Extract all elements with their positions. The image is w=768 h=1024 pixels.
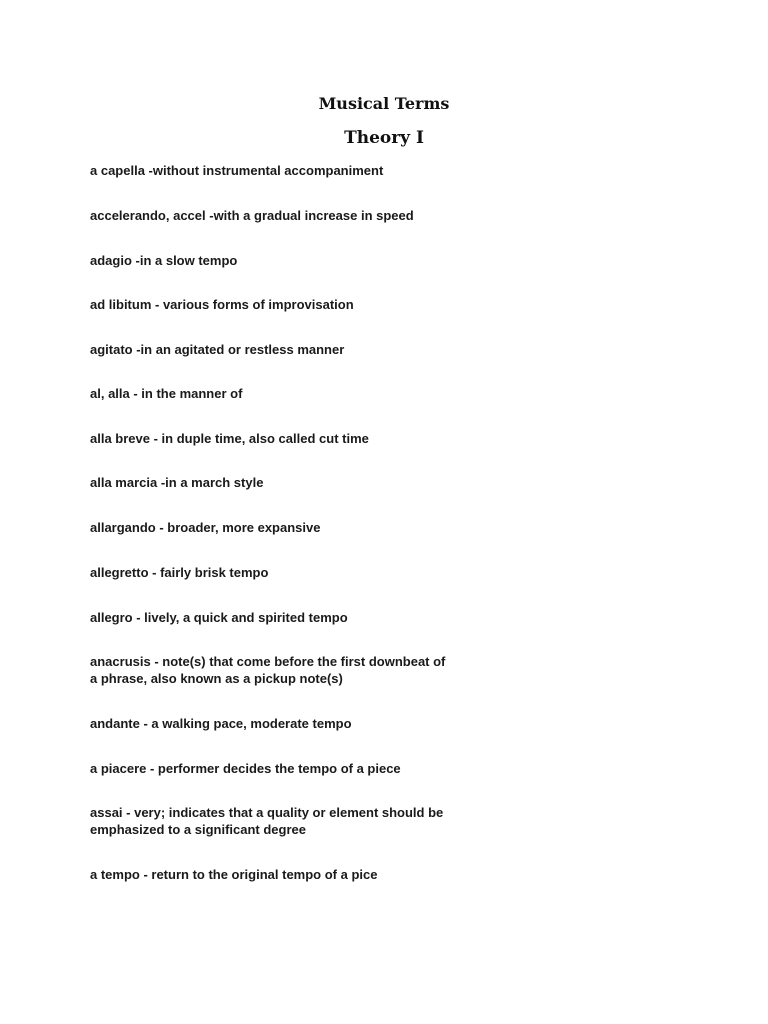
term-entry: ad libitum - various forms of improvisation [90, 297, 354, 312]
term-entry: anacrusis - note(s) that come before the first downbeat of a phrase, also known as a pickup note(s) [90, 654, 446, 686]
term-entry: alla marcia -in a march style [90, 475, 264, 490]
term-entry: alla breve - in duple time, also called cut time [90, 431, 369, 446]
term-entry: assai - very; indicates that a quality or element should be emphasized to a significant degree [90, 805, 444, 837]
term-entry: allegretto - fairly brisk tempo [90, 565, 269, 580]
term-entry: a piacere - performer decides the tempo of a piece [90, 761, 401, 776]
term-entry: a capella -without instrumental accompaniment [90, 163, 384, 178]
term-entry: accelerando, accel -with a gradual increase in speed [90, 208, 414, 223]
term-entry: allargando - broader, more expansive [90, 520, 321, 535]
term-entry: agitato -in an agitated or restless manner [90, 342, 345, 357]
term-entry: andante - a walking pace, moderate tempo [90, 716, 352, 731]
document-subtitle: Theory I [344, 128, 424, 148]
term-entry: a tempo - return to the original tempo of a pice [90, 867, 378, 882]
term-entry: al, alla - in the manner of [90, 386, 243, 401]
document-title: Musical Terms [318, 94, 450, 113]
term-entry: adagio -in a slow tempo [90, 253, 238, 268]
term-entry: allegro - lively, a quick and spirited tempo [90, 610, 348, 625]
